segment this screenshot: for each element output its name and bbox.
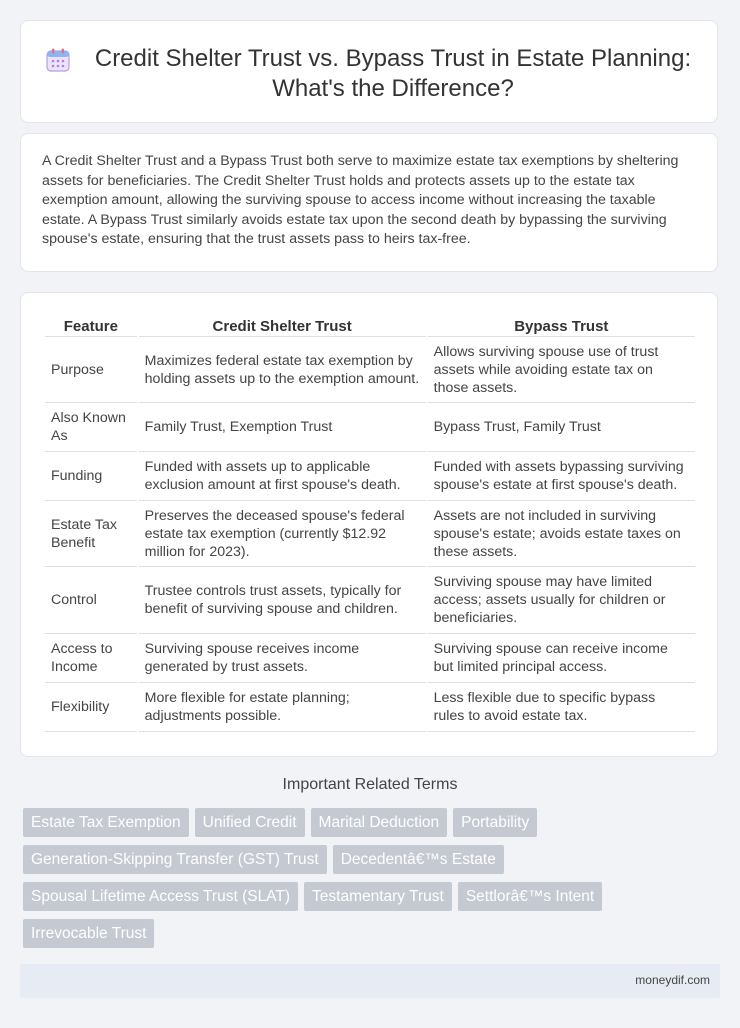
- row-credit-shelter: Maximizes federal estate tax exemption by holding assets up to the exemption amount.: [139, 337, 426, 403]
- term-tag[interactable]: Settlorâ€™s Intent: [458, 882, 602, 911]
- row-feature: Flexibility: [45, 683, 137, 732]
- row-credit-shelter: Trustee controls trust assets, typically for benefit of surviving spouse and children.: [139, 567, 426, 634]
- header-feature: Feature: [45, 313, 137, 337]
- row-bypass: Assets are not included in surviving spouse's estate; avoids estate taxes on these assets.: [428, 501, 695, 567]
- related-terms-heading: Important Related Terms: [282, 776, 458, 793]
- row-bypass: Bypass Trust, Family Trust: [428, 403, 695, 452]
- comparison-card: [20, 292, 718, 757]
- table-row: [45, 501, 695, 567]
- intro-paragraph: A Credit Shelter Trust and a Bypass Trust both serve to maximize estate tax exemptions by sheltering assets for beneficiaries. The Credit Shelter Trust holds and protects assets up to the estate tax exemption amount, allowing the surviving spouse to access income without increasing the taxable estate. A Bypass Trust similarly avoids estate tax upon the second death by bypassing the surviving spouse's estate, ensuring that the trust assets pass to heirs tax-free.: [42, 153, 679, 247]
- comparison-table: [43, 313, 697, 732]
- row-feature: Also Known As: [45, 403, 137, 452]
- term-tag[interactable]: Decedentâ€™s Estate: [333, 845, 504, 874]
- term-tag[interactable]: Generation-Skipping Transfer (GST) Trust: [23, 845, 327, 874]
- row-credit-shelter: More flexible for estate planning; adjustments possible.: [139, 683, 426, 732]
- term-tag[interactable]: Marital Deduction: [311, 808, 448, 837]
- row-bypass: Surviving spouse may have limited access; assets usually for children or beneficiaries.: [428, 567, 695, 634]
- footer: [20, 964, 720, 998]
- term-tag[interactable]: Unified Credit: [195, 808, 305, 837]
- footer-site[interactable]: moneydif.com: [635, 973, 710, 987]
- intro-card: [20, 133, 718, 272]
- table-row: [45, 567, 695, 634]
- row-credit-shelter: Funded with assets up to applicable exclusion amount at first spouse's death.: [139, 452, 426, 501]
- table-row: [45, 403, 695, 452]
- table-row: [45, 452, 695, 501]
- row-credit-shelter: Surviving spouse receives income generated by trust assets.: [139, 634, 426, 683]
- row-bypass: Less flexible due to specific bypass rules to avoid estate tax.: [428, 683, 695, 732]
- header-bypass: Bypass Trust: [428, 313, 695, 337]
- table-header-row: [45, 313, 695, 337]
- term-tag[interactable]: Spousal Lifetime Access Trust (SLAT): [23, 882, 298, 911]
- row-bypass: Allows surviving spouse use of trust assets while avoiding estate tax on those assets.: [428, 337, 695, 403]
- row-feature: Funding: [45, 452, 137, 501]
- table-row: [45, 683, 695, 732]
- page-title: Credit Shelter Trust vs. Bypass Trust in Estate Planning: What's the Difference?: [94, 45, 692, 102]
- header-credit-shelter: Credit Shelter Trust: [139, 313, 426, 337]
- row-feature: Control: [45, 567, 137, 634]
- table-row: [45, 337, 695, 403]
- row-credit-shelter: Family Trust, Exemption Trust: [139, 403, 426, 452]
- term-tag[interactable]: Estate Tax Exemption: [23, 808, 189, 837]
- row-feature: Access to Income: [45, 634, 137, 683]
- term-tag[interactable]: Irrevocable Trust: [23, 919, 154, 948]
- calendar-icon: [45, 47, 71, 73]
- table-row: [45, 634, 695, 683]
- row-feature: Purpose: [45, 337, 137, 403]
- term-tag[interactable]: Portability: [453, 808, 537, 837]
- row-credit-shelter: Preserves the deceased spouse's federal estate tax exemption (currently $12.92 million for 2023).: [139, 501, 426, 567]
- row-feature: Estate Tax Benefit: [45, 501, 137, 567]
- row-bypass: Funded with assets bypassing surviving spouse's estate at first spouse's death.: [428, 452, 695, 501]
- row-bypass: Surviving spouse can receive income but limited principal access.: [428, 634, 695, 683]
- related-terms-list: [23, 808, 723, 948]
- term-tag[interactable]: Testamentary Trust: [304, 882, 452, 911]
- title-card: [20, 20, 718, 123]
